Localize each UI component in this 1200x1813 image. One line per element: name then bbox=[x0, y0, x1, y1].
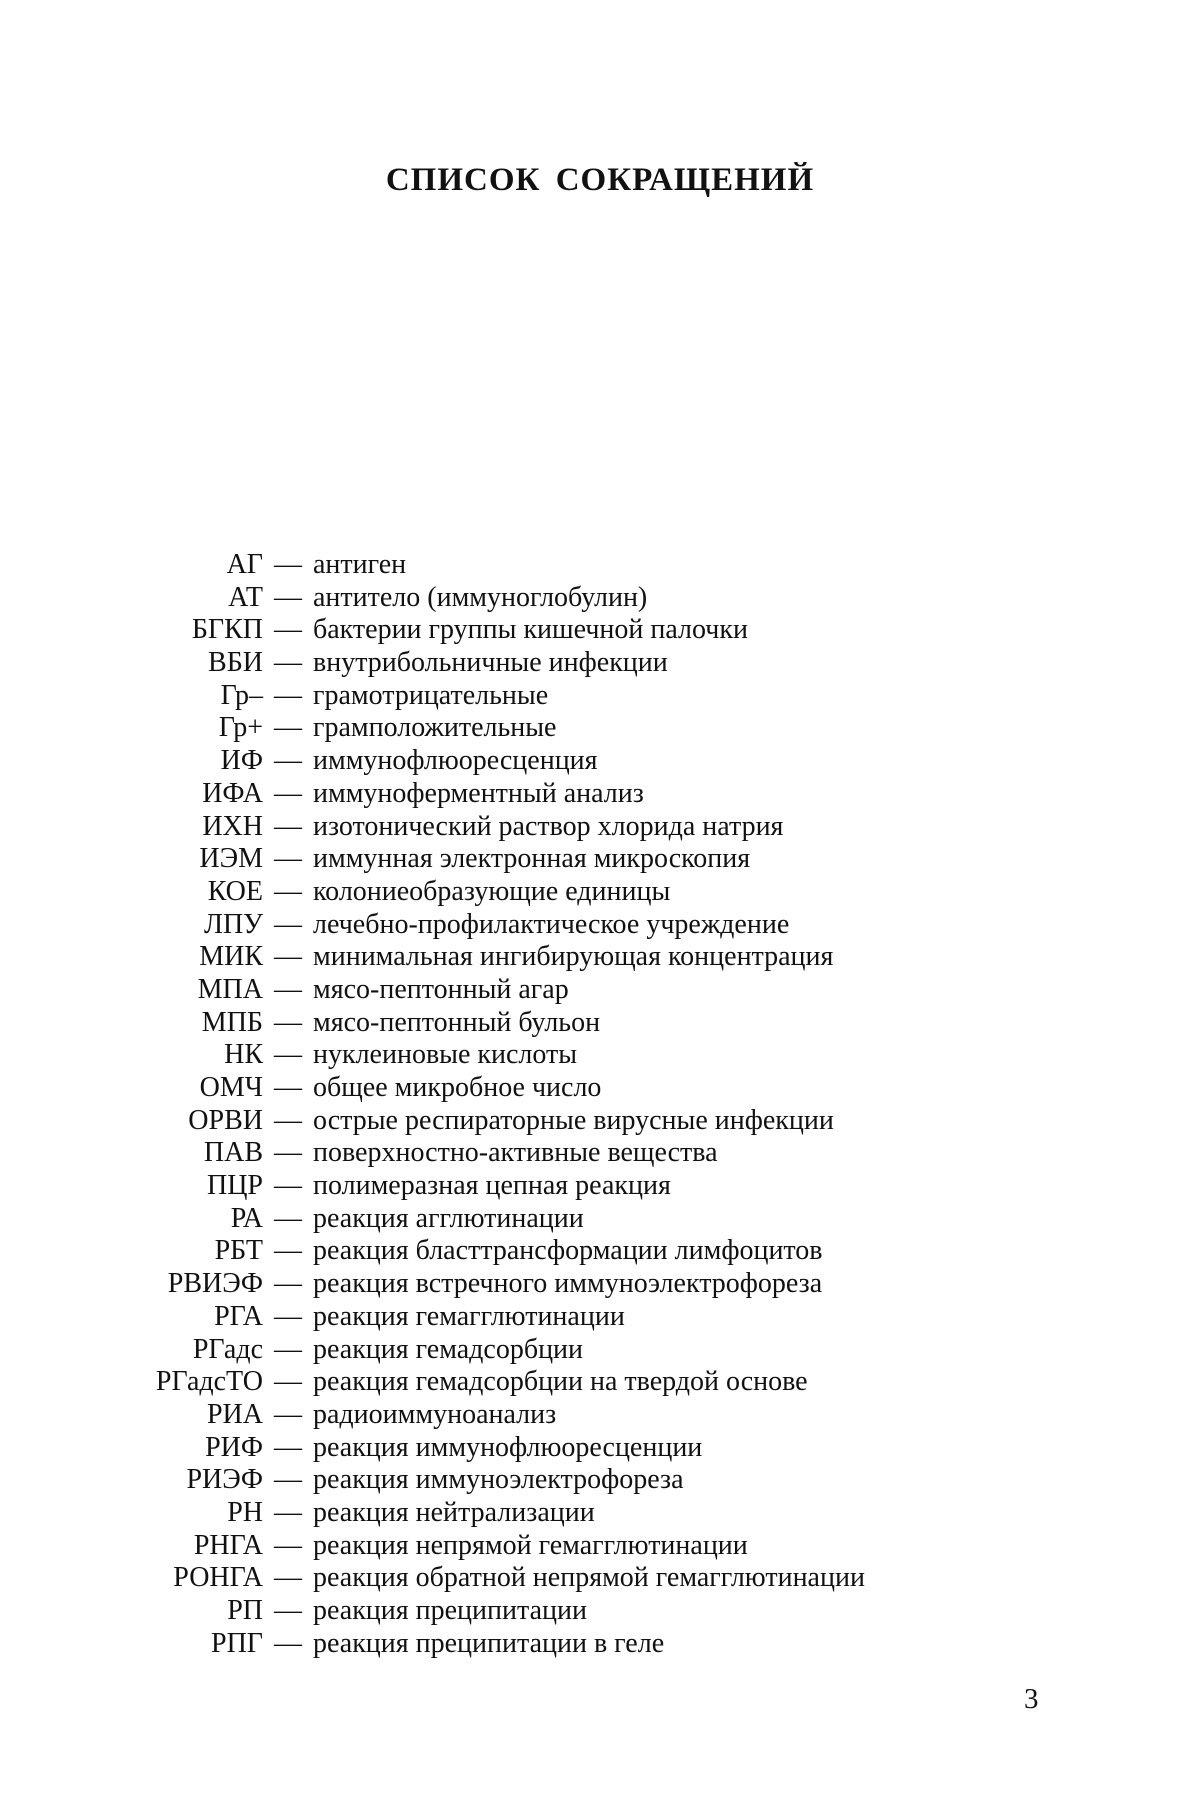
abbreviation-term: РНГА bbox=[193, 1529, 263, 1561]
abbreviation-term: Гр+ bbox=[218, 712, 263, 744]
abbreviation-row bbox=[100, 811, 1100, 844]
abbreviation-dash: — bbox=[274, 908, 302, 940]
abbreviation-dash: — bbox=[274, 581, 302, 613]
abbreviation-definition: минимальная ингибирующая концентрация bbox=[313, 941, 834, 973]
abbreviation-term: БГКП bbox=[191, 614, 263, 646]
abbreviation-dash: — bbox=[274, 1496, 302, 1528]
abbreviation-term: ПАВ bbox=[203, 1137, 263, 1169]
abbreviation-row bbox=[100, 1137, 1100, 1170]
abbreviation-term: ИФА bbox=[202, 777, 263, 809]
abbreviation-definition: реакция иммунофлюоресценции bbox=[313, 1431, 703, 1463]
abbreviation-dash: — bbox=[274, 777, 302, 809]
abbreviation-dash: — bbox=[274, 1104, 302, 1136]
abbreviation-row bbox=[100, 614, 1100, 647]
abbreviation-dash: — bbox=[274, 745, 302, 777]
abbreviation-dash: — bbox=[274, 1595, 302, 1626]
abbreviation-row bbox=[100, 1628, 1100, 1661]
abbreviation-term: ИХН bbox=[202, 810, 263, 842]
abbreviation-row bbox=[100, 1334, 1100, 1367]
abbreviation-dash: — bbox=[274, 549, 302, 580]
abbreviation-definition: острые респираторные вирусные инфекции bbox=[313, 1104, 834, 1136]
abbreviation-row bbox=[100, 647, 1100, 680]
abbreviation-definition: иммунофлюоресценция bbox=[313, 745, 598, 777]
abbreviation-row bbox=[100, 1170, 1100, 1203]
page-number: 3 bbox=[1024, 1683, 1039, 1715]
abbreviation-dash: — bbox=[274, 1202, 302, 1234]
abbreviation-row bbox=[100, 1366, 1100, 1399]
abbreviation-definition: грамположительные bbox=[313, 712, 557, 744]
abbreviation-definition: радиоиммуноанализ bbox=[313, 1398, 557, 1430]
abbreviation-term: ОМЧ bbox=[199, 1072, 263, 1103]
abbreviation-row bbox=[100, 549, 1100, 582]
abbreviation-dash: — bbox=[274, 1072, 302, 1103]
abbreviation-definition: изотонический раствор хлорида натрия bbox=[313, 810, 784, 842]
abbreviation-term: НК bbox=[224, 1039, 263, 1071]
abbreviation-term: РГадсТО bbox=[155, 1366, 263, 1398]
abbreviation-list bbox=[100, 549, 1100, 1660]
abbreviation-definition: полимеразная цепная реакция bbox=[313, 1170, 671, 1202]
abbreviation-dash: — bbox=[274, 810, 302, 842]
abbreviation-dash: — bbox=[274, 614, 302, 646]
abbreviation-definition: общее микробное число bbox=[313, 1072, 602, 1103]
abbreviation-definition: антиген bbox=[313, 549, 407, 580]
abbreviation-dash: — bbox=[274, 679, 302, 711]
abbreviation-row bbox=[100, 1530, 1100, 1563]
abbreviation-term: РИА bbox=[206, 1398, 263, 1430]
abbreviation-definition: бактерии группы кишечной палочки bbox=[313, 614, 748, 646]
abbreviation-dash: — bbox=[274, 1431, 302, 1463]
abbreviation-dash: — bbox=[274, 843, 302, 875]
abbreviation-term: МИК bbox=[199, 941, 263, 973]
abbreviation-term: РН bbox=[227, 1496, 263, 1528]
abbreviation-dash: — bbox=[274, 712, 302, 744]
abbreviation-definition: реакция гемадсорбции на твердой основе bbox=[313, 1366, 808, 1398]
abbreviation-row bbox=[100, 974, 1100, 1007]
abbreviation-row bbox=[100, 941, 1100, 974]
abbreviation-row bbox=[100, 1235, 1100, 1268]
abbreviation-dash: — bbox=[274, 875, 302, 907]
abbreviation-row bbox=[100, 712, 1100, 745]
abbreviation-definition: реакция нейтрализации bbox=[313, 1496, 595, 1528]
abbreviation-row bbox=[100, 843, 1100, 876]
abbreviation-dash: — bbox=[274, 1235, 302, 1267]
abbreviation-row bbox=[100, 1039, 1100, 1072]
abbreviation-definition: реакция встречного иммуноэлектрофореза bbox=[313, 1268, 823, 1300]
abbreviation-definition: реакция преципитации bbox=[313, 1595, 587, 1626]
abbreviation-dash: — bbox=[274, 1627, 302, 1659]
abbreviation-term: РВИЭФ bbox=[167, 1268, 263, 1300]
abbreviation-row bbox=[100, 1105, 1100, 1138]
abbreviation-row bbox=[100, 582, 1100, 615]
abbreviation-term: РПГ bbox=[211, 1627, 263, 1659]
abbreviation-term: МПБ bbox=[201, 1006, 263, 1038]
abbreviation-term: ПЦР bbox=[206, 1170, 263, 1202]
abbreviation-row bbox=[100, 1007, 1100, 1040]
abbreviation-term: РГадс bbox=[192, 1333, 263, 1365]
abbreviation-row bbox=[100, 909, 1100, 942]
abbreviation-row bbox=[100, 1301, 1100, 1334]
abbreviation-definition: реакция гемадсорбции bbox=[313, 1333, 584, 1365]
abbreviation-row bbox=[100, 745, 1100, 778]
abbreviation-row bbox=[100, 1072, 1100, 1105]
abbreviation-dash: — bbox=[274, 973, 302, 1005]
abbreviation-dash: — bbox=[274, 1137, 302, 1169]
abbreviation-dash: — bbox=[274, 1562, 302, 1594]
abbreviation-dash: — bbox=[274, 1333, 302, 1365]
abbreviation-dash: — bbox=[274, 1366, 302, 1398]
abbreviation-term: АТ bbox=[228, 581, 263, 613]
abbreviation-definition: внутрибольничные инфекции bbox=[313, 647, 668, 679]
abbreviation-definition: поверхностно-активные вещества bbox=[313, 1137, 718, 1169]
abbreviation-row bbox=[100, 1562, 1100, 1595]
abbreviation-definition: мясо-пептонный бульон bbox=[313, 1006, 601, 1038]
abbreviation-definition: реакция непрямой гемагглютинации bbox=[313, 1529, 748, 1561]
abbreviation-dash: — bbox=[274, 1006, 302, 1038]
abbreviation-term: РП bbox=[227, 1595, 263, 1626]
abbreviation-definition: колониеобразующие единицы bbox=[313, 875, 671, 907]
abbreviation-definition: нуклеиновые кислоты bbox=[313, 1039, 578, 1071]
abbreviation-row bbox=[100, 1432, 1100, 1465]
abbreviation-definition: иммуноферментный анализ bbox=[313, 777, 644, 809]
abbreviation-row bbox=[100, 1203, 1100, 1236]
abbreviation-term: ИФ bbox=[220, 745, 263, 777]
abbreviation-definition: грамотрицательные bbox=[313, 679, 549, 711]
abbreviation-row bbox=[100, 1464, 1100, 1497]
abbreviation-definition: антитело (иммуноглобулин) bbox=[313, 581, 648, 613]
abbreviation-term: КОЕ bbox=[207, 875, 263, 907]
abbreviation-dash: — bbox=[274, 941, 302, 973]
abbreviation-dash: — bbox=[274, 1300, 302, 1332]
abbreviation-row bbox=[100, 876, 1100, 909]
abbreviation-term: РА bbox=[230, 1202, 263, 1234]
abbreviation-definition: иммунная электронная микроскопия bbox=[313, 843, 751, 875]
abbreviation-row bbox=[100, 680, 1100, 713]
abbreviation-term: АГ bbox=[226, 549, 263, 580]
abbreviation-row bbox=[100, 778, 1100, 811]
abbreviation-dash: — bbox=[274, 647, 302, 679]
abbreviation-term: Гр– bbox=[220, 679, 263, 711]
abbreviation-row bbox=[100, 1268, 1100, 1301]
page-title: СПИСОК СОКРАЩЕНИЙ bbox=[385, 162, 815, 198]
abbreviation-term: РИЭФ bbox=[186, 1464, 263, 1496]
abbreviation-definition: реакция гемагглютинации bbox=[313, 1300, 625, 1332]
abbreviation-dash: — bbox=[274, 1398, 302, 1430]
abbreviation-term: ОРВИ bbox=[188, 1104, 263, 1136]
abbreviation-term: МПА bbox=[197, 973, 263, 1005]
abbreviation-definition: реакция иммуноэлектрофореза bbox=[313, 1464, 684, 1496]
abbreviation-definition: лечебно-профилактическое учреждение bbox=[313, 908, 790, 940]
abbreviation-term: ЛПУ bbox=[203, 908, 263, 940]
abbreviation-dash: — bbox=[274, 1529, 302, 1561]
abbreviation-definition: реакция бласттрансформации лимфоцитов bbox=[313, 1235, 823, 1267]
abbreviation-term: РОНГА bbox=[173, 1562, 263, 1594]
abbreviation-definition: реакция агглютинации bbox=[313, 1202, 584, 1234]
abbreviation-dash: — bbox=[274, 1039, 302, 1071]
abbreviation-dash: — bbox=[274, 1464, 302, 1496]
abbreviation-row bbox=[100, 1595, 1100, 1628]
abbreviation-definition: реакция преципитации в геле bbox=[313, 1627, 665, 1659]
abbreviation-row bbox=[100, 1497, 1100, 1530]
abbreviation-term: РИФ bbox=[205, 1431, 263, 1463]
abbreviation-term: РБТ bbox=[214, 1235, 263, 1267]
abbreviation-dash: — bbox=[274, 1268, 302, 1300]
abbreviation-dash: — bbox=[274, 1170, 302, 1202]
abbreviation-term: ИЭМ bbox=[199, 843, 263, 875]
abbreviation-row bbox=[100, 1399, 1100, 1432]
abbreviation-term: ВБИ bbox=[208, 647, 263, 679]
abbreviation-term: РГА bbox=[214, 1300, 263, 1332]
abbreviation-definition: реакция обратной непрямой гемагглютинации bbox=[313, 1562, 865, 1594]
abbreviation-definition: мясо-пептонный агар bbox=[313, 973, 569, 1005]
